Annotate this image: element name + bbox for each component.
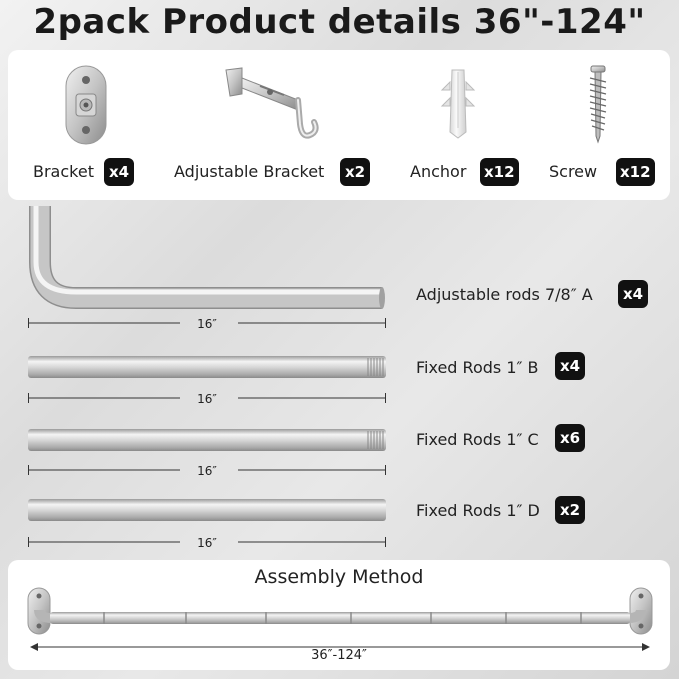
part-label-anchor: Anchor (410, 162, 467, 181)
rod-a-image (26, 206, 388, 314)
page-title: 2pack Product details 36"-124" (33, 2, 646, 42)
adjustable-bracket-icon (220, 64, 320, 146)
rod-b-image (28, 356, 386, 378)
screw-icon (586, 64, 610, 144)
rod-c-length: 16″ (197, 464, 217, 478)
part-qty-anchor: x12 (480, 158, 519, 186)
rod-label-d: Fixed Rods 1″ D (416, 501, 540, 520)
part-qty-screw: x12 (616, 158, 655, 186)
assembly-dimension: 36″-124″ (311, 648, 367, 663)
rod-qty-c: x6 (555, 424, 585, 452)
part-label-bracket: Bracket (33, 162, 94, 181)
part-label-adjustable-bracket: Adjustable Bracket (174, 162, 325, 181)
rod-qty-a: x4 (618, 280, 648, 308)
assembly-panel (8, 560, 670, 670)
rod-label-a: Adjustable rods 7/8″ A (416, 285, 593, 304)
parts-panel (8, 50, 670, 200)
rod-c-image (28, 429, 386, 451)
rod-label-c: Fixed Rods 1″ C (416, 430, 539, 449)
part-label-screw: Screw (549, 162, 598, 181)
rod-qty-d: x2 (555, 496, 585, 524)
bracket-icon (64, 64, 108, 146)
anchor-icon (438, 68, 478, 140)
rod-d-length: 16″ (197, 536, 217, 550)
rod-b-length: 16″ (197, 392, 217, 406)
rod-d-image (28, 499, 386, 521)
rod-label-b: Fixed Rods 1″ B (416, 358, 539, 377)
part-qty-bracket: x4 (104, 158, 134, 186)
part-qty-adjustable-bracket: x2 (340, 158, 370, 186)
rod-a-length: 16″ (197, 317, 217, 331)
assembly-title: Assembly Method (254, 566, 424, 588)
rod-qty-b: x4 (555, 352, 585, 380)
assembled-rod-image (26, 584, 654, 636)
